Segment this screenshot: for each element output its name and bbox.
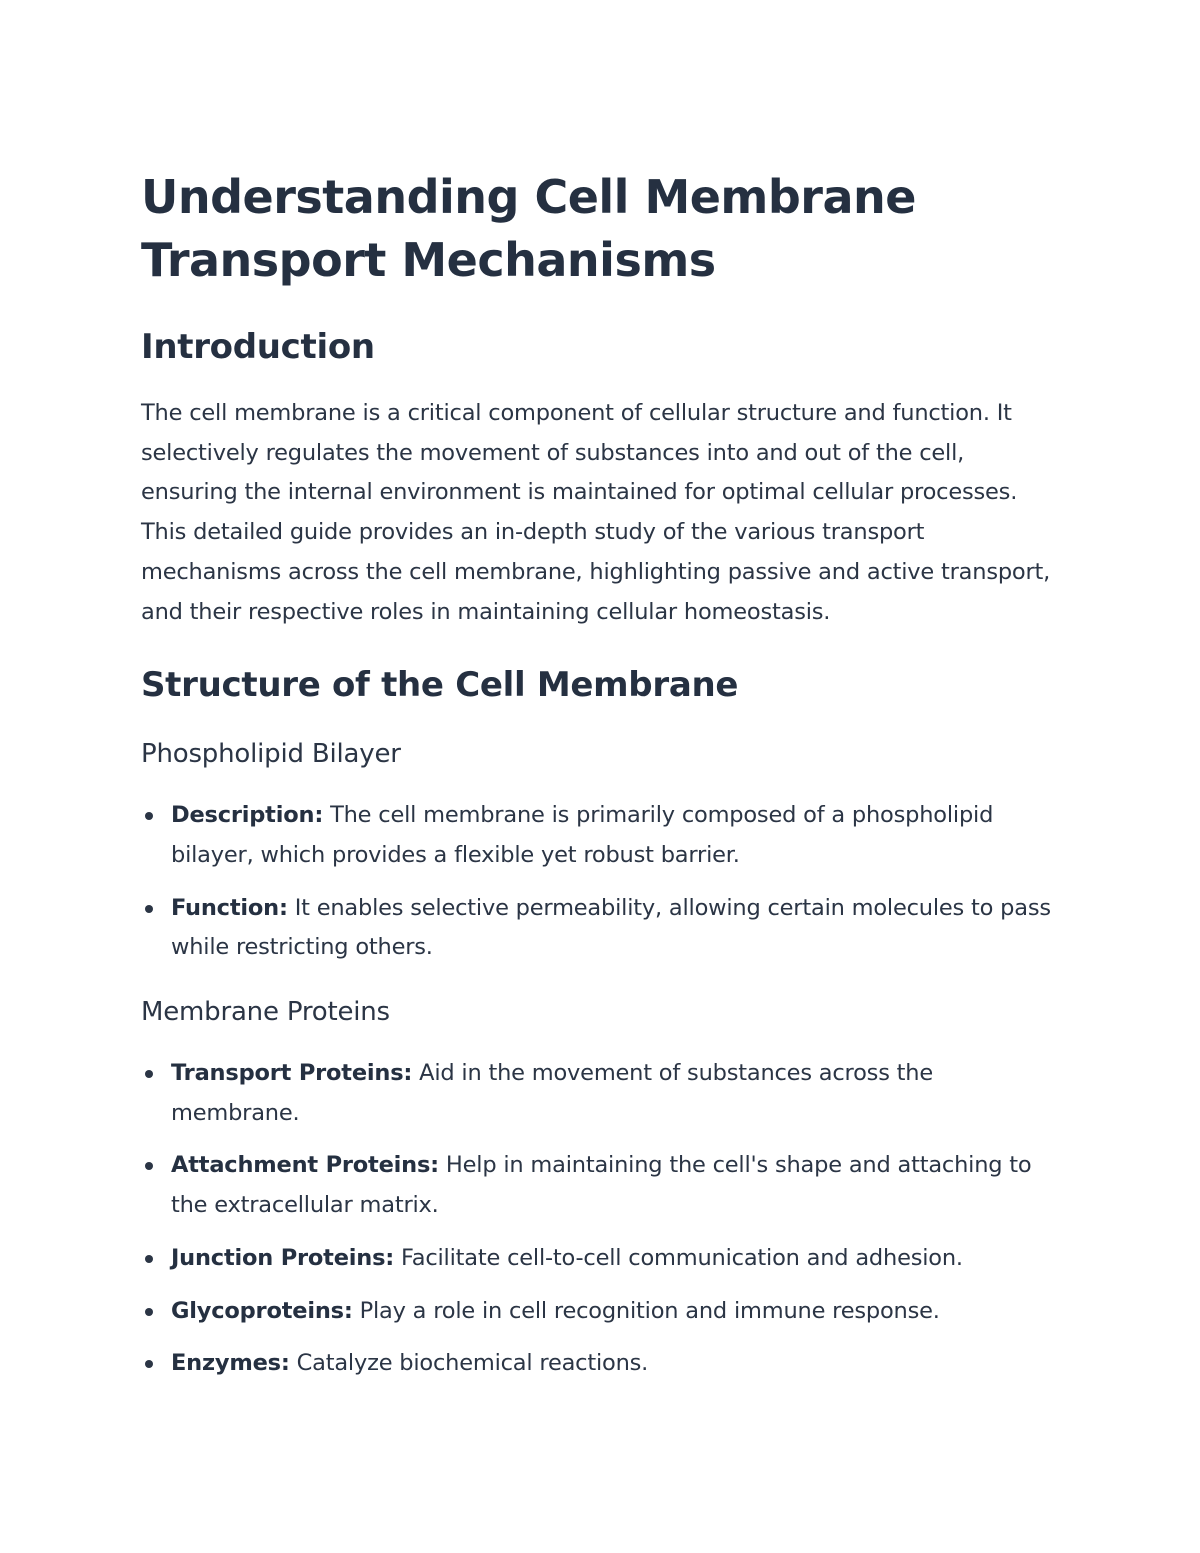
list-item: [141, 1239, 1066, 1279]
document-page: [141, 166, 1066, 1397]
membrane-proteins-list: [141, 1054, 1066, 1384]
list-item-text: The cell membrane is primarily composed of a phospholipid bilayer, which provides a flexible yet robust barrier.: [171, 802, 994, 868]
introduction-paragraph: The cell membrane is a critical component of cellular structure and function. It selectively regulates the movement of substances into and out of the cell, ensuring the internal environment is maintained for optimal cellular processes. This detailed guide provides an in-depth study of the various transport mechanisms across the cell membrane, highlighting passive and active transport, and their respective roles in maintaining cellular homeostasis.: [141, 400, 1051, 625]
list-item: [141, 796, 1066, 875]
list-item: [141, 1292, 1066, 1332]
document-title: Understanding Cell Membrane Transport Mechanisms: [141, 170, 916, 287]
phospholipid-bilayer-heading: Phospholipid Bilayer: [141, 739, 401, 770]
bullet-icon: [145, 1070, 153, 1078]
list-item: [141, 1054, 1066, 1133]
list-item-text: Aid in the movement of substances across the membrane.: [171, 1060, 933, 1126]
list-item-term: Description:: [171, 802, 324, 829]
introduction-heading: Introduction: [141, 327, 375, 367]
list-item-text: It enables selective permeability, allowing certain molecules to pass while restricting others.: [171, 894, 1051, 961]
bullet-icon: [145, 1360, 153, 1368]
list-item-term: Junction Proteins:: [171, 1244, 395, 1271]
list-item-text: Help in maintaining the cell's shape and attaching to the extracellular matrix.: [171, 1152, 1032, 1219]
list-item-text: Catalyze biochemical reactions.: [289, 1350, 649, 1377]
list-item-text: Play a role in cell recognition and immune response.: [352, 1297, 940, 1324]
bullet-icon: [145, 1255, 153, 1263]
list-item-term: Attachment Proteins:: [171, 1152, 439, 1179]
list-item-term: Transport Proteins:: [171, 1060, 413, 1087]
membrane-proteins-heading: Membrane Proteins: [141, 997, 390, 1028]
list-item-text: Facilitate cell-to-cell communication and adhesion.: [394, 1244, 963, 1271]
bullet-icon: [145, 1308, 153, 1316]
bullet-icon: [145, 1162, 153, 1170]
list-item: [141, 1146, 1066, 1225]
bullet-icon: [145, 812, 153, 820]
structure-heading: Structure of the Cell Membrane: [141, 665, 739, 706]
phospholipid-bilayer-list: [141, 796, 1066, 968]
list-item: [141, 1344, 1066, 1384]
list-item-term: Enzymes:: [171, 1350, 290, 1377]
list-item-term: Glycoproteins:: [171, 1297, 353, 1324]
list-item: [141, 889, 1066, 968]
bullet-icon: [145, 905, 153, 913]
list-item-term: Function:: [171, 894, 288, 921]
